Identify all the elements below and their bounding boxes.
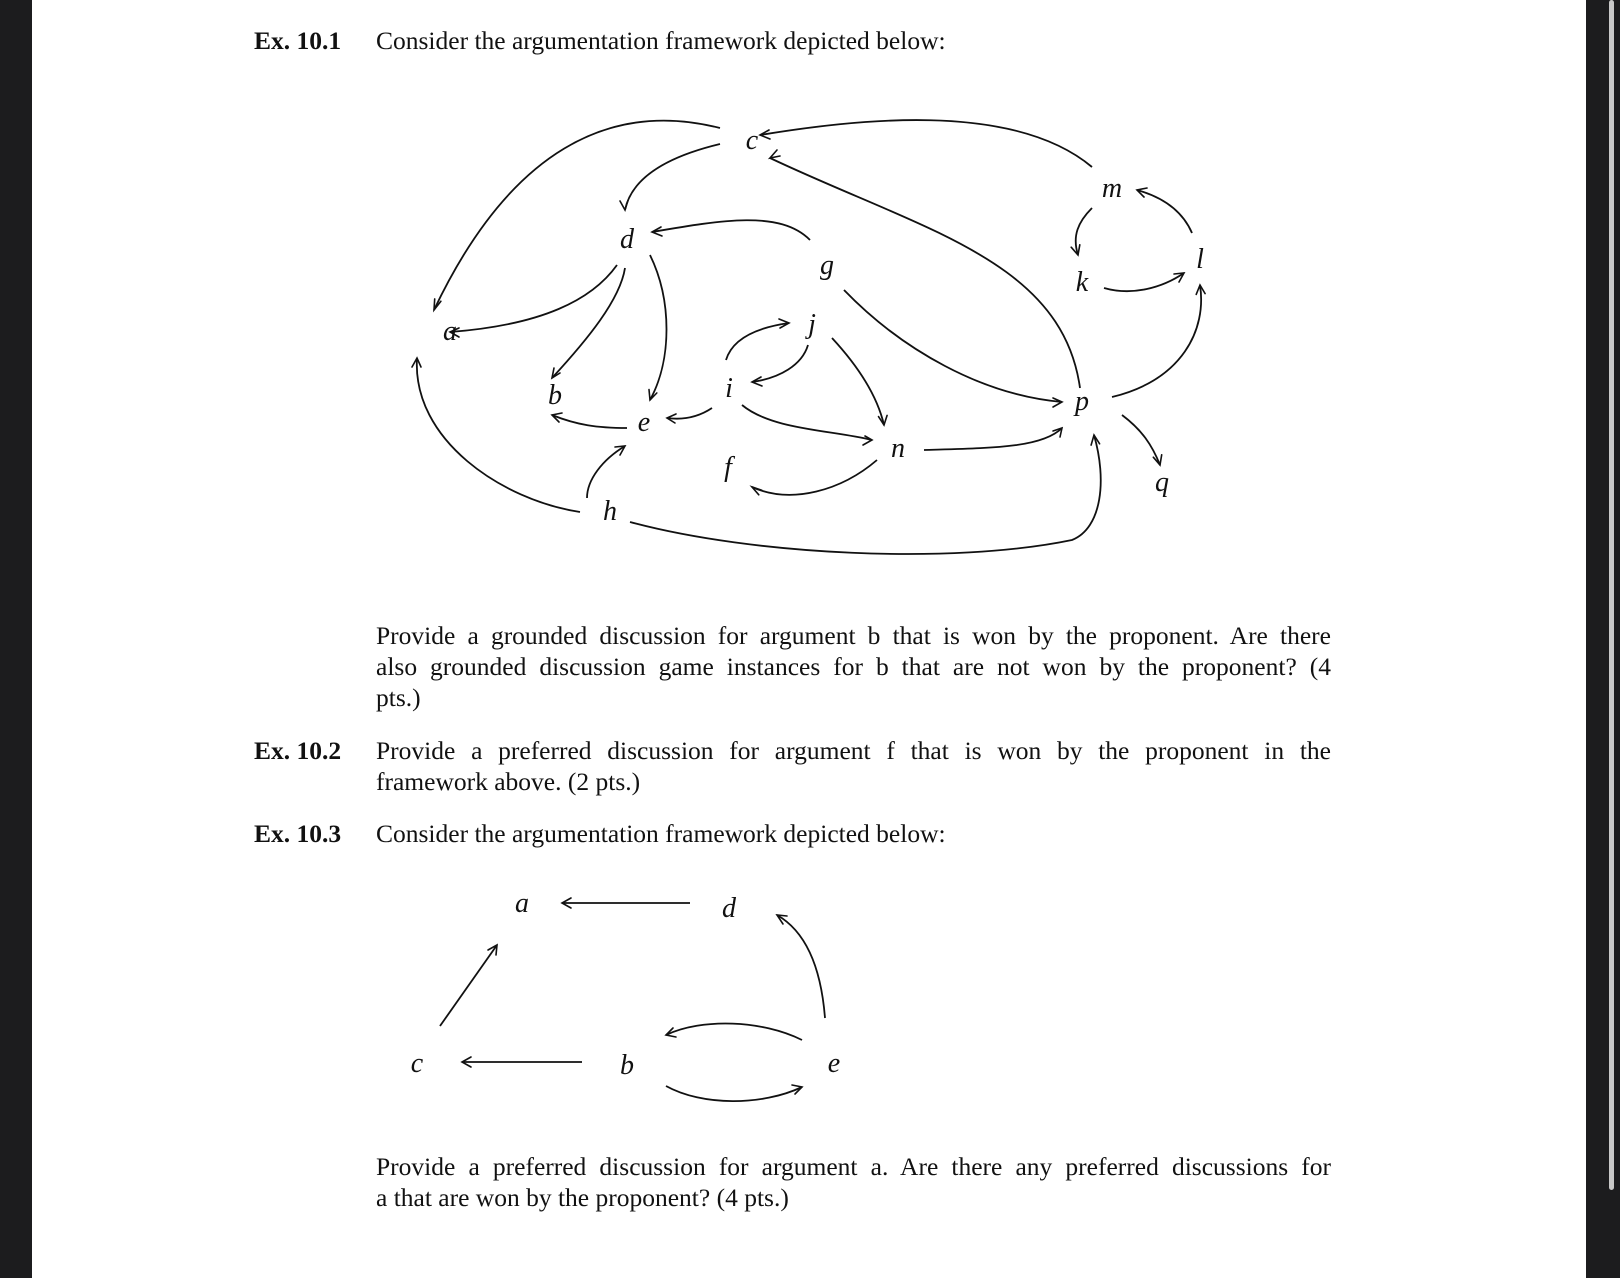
ex3-question-line-1: Provide a preferred discussion for argument a. Are there any preferred discussions for xyxy=(376,1152,1331,1181)
edge2-b-e xyxy=(666,1086,802,1101)
edge2-e-b xyxy=(666,1024,802,1040)
left-window-edge xyxy=(0,0,32,1278)
edge2-c-a xyxy=(440,945,497,1026)
node-c: c xyxy=(745,125,759,156)
node-g: g xyxy=(820,250,834,281)
graph2-nodes xyxy=(411,888,840,1081)
node-a: a xyxy=(443,316,457,347)
edge-g-p xyxy=(844,290,1062,402)
scrollbar-thumb[interactable] xyxy=(1609,0,1614,1190)
node-l: l xyxy=(1196,244,1204,275)
edge-d-b xyxy=(552,268,625,378)
edge-i-n xyxy=(742,405,872,440)
edge-m-k xyxy=(1076,208,1092,255)
ex3-intro: Consider the argumentation framework depicted below: xyxy=(376,819,946,848)
ex2-line-2: framework above. (2 pts.) xyxy=(376,767,641,796)
ex1-question-line-1: Provide a grounded discussion for argument b that is won by the proponent. Are there xyxy=(376,621,1331,650)
ex1-label: Ex. 10.1 xyxy=(254,26,342,55)
ex2-label: Ex. 10.2 xyxy=(254,736,342,765)
edge-h-p xyxy=(630,435,1101,554)
edge-p-l xyxy=(1112,285,1201,397)
arrowhead-i-n xyxy=(863,436,872,445)
edge-n-f xyxy=(752,460,877,495)
node-d: d xyxy=(620,224,634,255)
node-b: b xyxy=(548,380,562,411)
edge-n-p xyxy=(924,428,1062,450)
node2-b: b xyxy=(620,1050,634,1081)
node-e: e xyxy=(637,407,651,438)
node-k: k xyxy=(1075,267,1089,298)
arrowhead2-e-d xyxy=(777,915,787,924)
node2-d: d xyxy=(722,893,736,924)
framework-graph-2 xyxy=(411,888,840,1101)
arrowhead-g-p xyxy=(1053,398,1062,407)
graph1-nodes xyxy=(443,125,1204,527)
arrowhead-c-a xyxy=(434,299,441,310)
edge-d-a xyxy=(450,265,617,332)
node2-e: e xyxy=(827,1048,841,1079)
ex1-intro: Consider the argumentation framework depicted below: xyxy=(376,26,946,55)
node-m: m xyxy=(1101,173,1123,204)
edge2-e-d xyxy=(777,915,825,1018)
ex1-question-line-2: also grounded discussion game instances for b that are not won by the proponent? (4 xyxy=(376,652,1331,681)
edge-h-e xyxy=(587,446,625,498)
node-j: j xyxy=(808,309,816,340)
node-p: p xyxy=(1075,386,1089,417)
node2-a: a xyxy=(515,888,529,919)
node-f: f xyxy=(724,452,732,483)
ex2-line-1: Provide a preferred discussion for argument f that is won by the proponent in the xyxy=(376,736,1331,765)
edge-d-e xyxy=(650,255,667,400)
ex2-text xyxy=(376,735,1331,797)
node2-c: c xyxy=(410,1048,424,1079)
arrowhead-c-d xyxy=(620,200,628,210)
node-q: q xyxy=(1155,467,1169,498)
node-i: i xyxy=(725,373,733,404)
edge-p-c xyxy=(770,158,1080,388)
edge-g-d xyxy=(652,220,810,240)
edge-l-m xyxy=(1137,190,1192,233)
node-h: h xyxy=(603,496,617,527)
document-page xyxy=(32,0,1586,1278)
arrowhead-p-c xyxy=(770,150,780,158)
edge-m-c xyxy=(760,120,1092,167)
edge-j-n xyxy=(832,338,884,425)
edge-c-a xyxy=(434,121,720,310)
edge-c-d xyxy=(625,144,720,210)
node-n: n xyxy=(891,433,905,464)
scrollbar-track[interactable] xyxy=(1586,0,1620,1278)
ex1-question xyxy=(376,620,1331,713)
ex1-question-line-3: pts.) xyxy=(376,683,421,712)
edge-e-b xyxy=(552,415,627,428)
edge-k-l xyxy=(1104,273,1184,291)
ex3-question xyxy=(376,1151,1331,1213)
ex3-label: Ex. 10.3 xyxy=(254,819,342,848)
edge-i-e xyxy=(667,408,712,419)
ex3-question-line-2: a that are won by the proponent? (4 pts.) xyxy=(376,1183,789,1212)
arrowhead-h-e xyxy=(615,446,625,455)
